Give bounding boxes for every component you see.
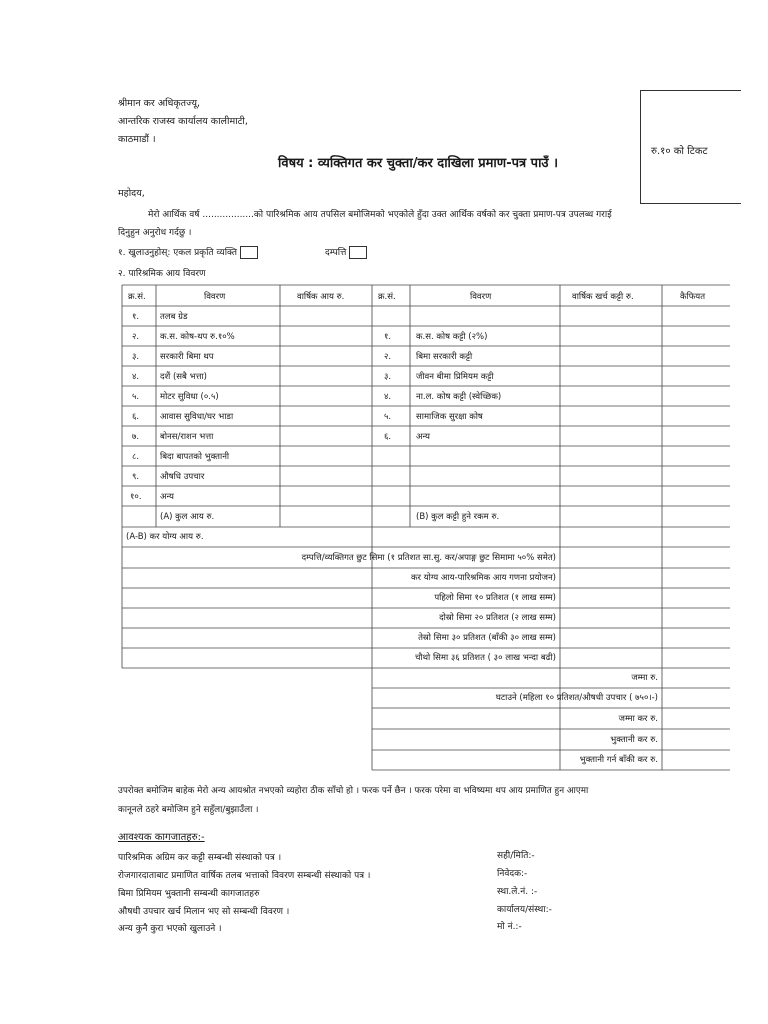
subject-heading: विषय : व्यक्तिगत कर चुक्ता/कर दाखिला प्रमाण-पत्र पाउँ । <box>278 156 559 171</box>
section-1-label: १. खुलाउनुहोस्: एकल प्रकृति व्यक्ति <box>118 248 238 258</box>
right-row-desc: सामाजिक सुरक्षा कोष <box>416 412 483 422</box>
document-item: बिमा प्रिमियम भुक्तानी सम्बन्धी कागजातहरु <box>118 889 260 899</box>
left-row-sn: ३. <box>132 352 140 362</box>
left-row-desc: बोनस/राशन भत्ता <box>160 432 214 442</box>
declaration-line-2: कानूनले ठहरे बमोजिम हुने सहुँला/बुझाउँला । <box>118 805 259 815</box>
documents-title: आवश्यक कागजातहरु:- <box>118 832 205 843</box>
total-row: भुक्तानी गर्न बाँकी कर रु. <box>579 755 658 765</box>
calc-row: दम्पत्ति/व्यक्तिगत छुट सिमा (१ प्रतिशत सा.सु. कर/अपाङ्ग छुट सिमामा ५०% समेत) <box>301 553 556 563</box>
header-sn-right: क्र.सं. <box>378 292 396 302</box>
left-row-desc: क.स. कोष-थप रु.१०% <box>160 332 235 342</box>
document-item: औषधी उपचार खर्च मिलान भए सो सम्बन्धी विवरण । <box>118 907 290 917</box>
calc-row: पहिलो सिमा १० प्रतिशत (१ लाख सम्म) <box>434 593 556 603</box>
right-row-desc: जीवन बीमा प्रिमियम कट्टी <box>416 372 494 382</box>
left-row-sn: १. <box>132 312 140 322</box>
left-row-sn: ७. <box>132 432 140 442</box>
header-desc-left: विवरण <box>204 292 226 302</box>
document-item: पारिश्रमिक अग्रिम कर कट्टी सम्बन्धी संस्थाको पत्र । <box>118 853 282 863</box>
left-row-desc: सरकारी बिमा थप <box>160 352 214 362</box>
address-line-3: काठमाडौं । <box>118 134 156 145</box>
right-row-sn: २. <box>384 352 392 362</box>
left-row-sn: ४. <box>132 372 140 382</box>
pan-number-field: स्था.ले.नं. :- <box>497 887 538 897</box>
document-item: रोजगारदाताबाट प्रमाणित वार्षिक तलब भत्ताको विवरण सम्बन्धी संस्थाको पत्र । <box>118 871 371 881</box>
calc-row: तेस्रो सिमा ३० प्रतिशत (बाँकी ३० लाख सम्म) <box>418 633 556 643</box>
taxable-income-label: (A-B) कर योग्य आय रु. <box>126 532 204 542</box>
left-row-sn: ५. <box>132 392 140 402</box>
total-row: जम्मा कर रु. <box>618 714 658 724</box>
right-row-desc: क.स. कोष कट्टी (२%) <box>416 332 488 342</box>
header-annual-income: वार्षिक आय रु. <box>297 292 345 302</box>
address-line-2: आन्तरिक राजस्व कार्यालय कालीमाटी, <box>118 116 248 127</box>
header-sn-left: क्र.सं. <box>128 292 146 302</box>
header-annual-deduction: वार्षिक खर्च कट्टी रु. <box>572 292 634 302</box>
calc-row: कर योग्य आय-पारिश्रमिक आय गणना प्रयोजन) <box>411 573 556 583</box>
address-line-1: श्रीमान कर अधिकृतज्यू, <box>118 98 201 109</box>
total-deduction-label: (B) कुल कट्टी हुने रकम रु. <box>416 512 500 522</box>
left-row-desc: मोटर सुविधा (०.५) <box>160 392 219 402</box>
couple-label: दम्पत्ति <box>325 248 347 258</box>
signature-date-field: सही/मिति:- <box>497 851 535 861</box>
left-row-desc: तलब ग्रेड <box>160 312 188 322</box>
salutation: महोदय, <box>118 188 145 199</box>
mobile-field: मो नं.:- <box>497 922 522 932</box>
calc-row: चौथो सिमा ३६ प्रतिशत ( ३० लाख भन्दा बढी) <box>415 653 556 663</box>
left-row-sn: ६. <box>132 412 140 422</box>
total-row: भुक्तानी कर रु. <box>610 735 658 745</box>
body-line-2: दिनुहुन अनुरोध गर्दछु । <box>118 228 192 238</box>
total-row: घटाउने (महिला १० प्रतिशत/औषधी उपचार ( ७५०।-) <box>495 693 658 703</box>
left-row-sn: ८. <box>132 452 140 462</box>
applicant-field: निवेदक:- <box>497 869 528 879</box>
left-row-sn: १०. <box>130 492 142 502</box>
right-row-sn: ६. <box>384 432 392 442</box>
office-field: कार्यालय/संस्था:- <box>497 905 552 915</box>
left-row-desc: आवास सुविधा/घर भाडा <box>160 412 234 422</box>
header-remarks: कैफियत <box>680 292 706 302</box>
right-row-sn: १. <box>384 332 392 342</box>
left-row-desc: औषधि उपचार <box>160 472 205 482</box>
header-desc-right: विवरण <box>470 292 492 302</box>
stamp-label: रु.१० को टिकट <box>651 146 708 157</box>
left-row-sn: ९. <box>132 472 140 482</box>
total-income-label: (A) कुल आय रु. <box>160 512 215 522</box>
right-row-sn: ४. <box>384 392 392 402</box>
document-item: अन्य कुनै कुरा भएको खुलाउने । <box>118 924 222 934</box>
section-2-label: २. पारिश्रमिक आय विवरण <box>118 269 206 279</box>
declaration-line-1: उपरोक्त बमोजिम बाहेक मेरो अन्य आयश्रोत नभएको व्यहोरा ठीक साँचो हो । फरक पर्ने छैन । फरक परेमा वा भविष्यमा थप आय प्रमाणित हुन आएमा <box>118 786 589 796</box>
total-row: जम्मा रु. <box>631 673 658 683</box>
right-row-desc: अन्य <box>416 432 430 442</box>
left-row-desc: बिदा बापतको भुक्तानी <box>160 452 230 462</box>
body-line-1: मेरो आर्थिक वर्ष ..................को पारिश्रमिक आय तपसिल बमोजिमको भएकोले हुँदा उक्त आर्थिक वर्षको कर चुक्ता प्रमाण-पत्र उपलब्ध गराई <box>148 210 612 220</box>
left-row-desc: दशैं (सबै भत्ता) <box>160 372 207 382</box>
right-row-sn: ३. <box>384 372 392 382</box>
right-row-desc: ना.ल. कोष कट्टी (स्वेच्छिक) <box>416 392 502 402</box>
left-row-desc: अन्य <box>160 492 174 502</box>
right-row-sn: ५. <box>384 412 392 422</box>
left-row-sn: २. <box>132 332 140 342</box>
calc-row: दोस्रो सिमा २० प्रतिशत (२ लाख सम्म) <box>439 613 556 623</box>
right-row-desc: बिमा सरकारी कट्टी <box>416 352 473 362</box>
